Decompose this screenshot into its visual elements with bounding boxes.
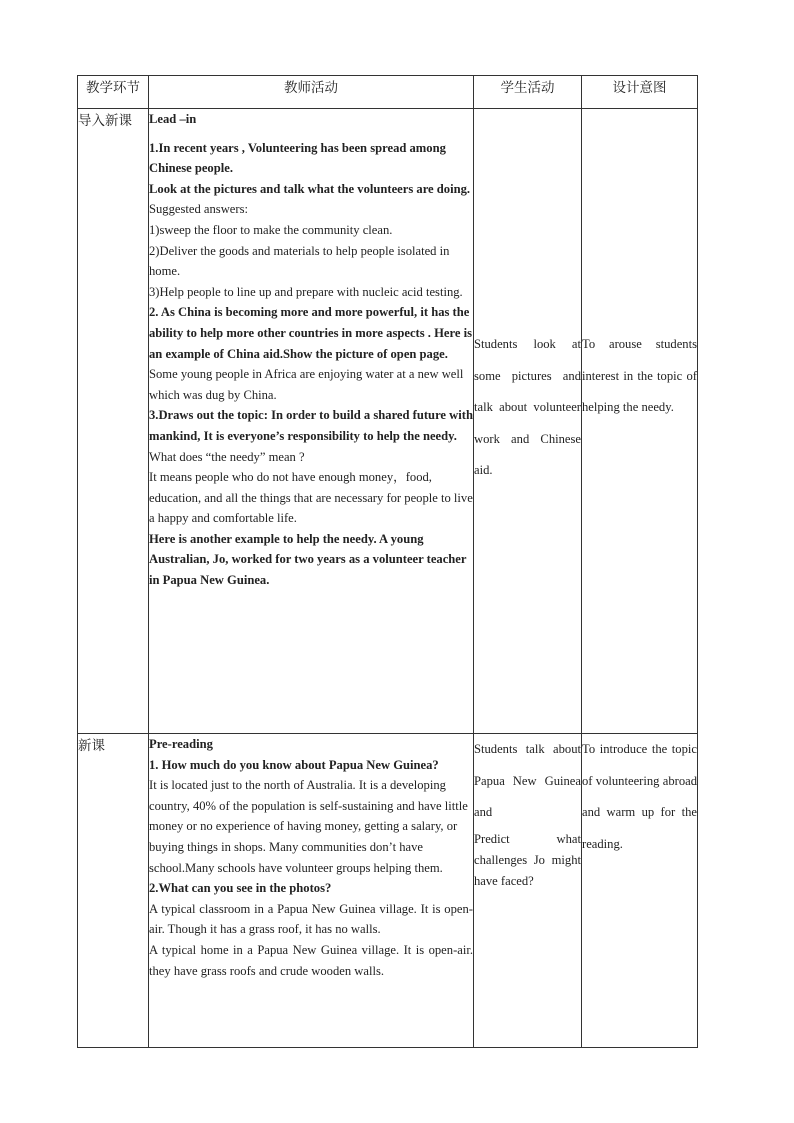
header-student-activity: 学生活动 <box>474 76 582 109</box>
header-row <box>78 76 698 109</box>
paragraph: 1. How much do you know about Papua New Guinea? <box>149 757 439 772</box>
header-stage: 教学环节 <box>78 76 149 109</box>
paragraph: Suggested answers: <box>149 202 248 217</box>
teacher-activity-cell <box>149 109 474 734</box>
paragraph: 1.In recent years , Volunteering has been spread among Chinese people. <box>149 140 446 176</box>
paragraph: 3)Help people to line up and prepare with nucleic acid testing. <box>149 284 463 299</box>
student-activity-cell <box>474 109 582 734</box>
student-activity-cell <box>474 734 582 1048</box>
paragraph: 3.Draws out the topic: In order to build a shared future with mankind, It is everyone’s responsibility to help the needy. <box>149 408 473 443</box>
paragraph: Some young people in Africa are enjoying water at a new well which was dug by China. <box>149 367 464 402</box>
header-design-intent: 设计意图 <box>582 76 698 109</box>
paragraph: It is located just to the north of Australia. It is a developing country, 40% of the population is self-sustaining and have little money or no experience of having money, getting a salary, or buying things in shops. Many communities don’t have school.Many schools have volunteer groups helping them. <box>149 778 468 875</box>
paragraph: Here is another example to help the needy. A young Australian, Jo, worked for two years as a volunteer teacher in Papua New Guinea. <box>149 531 467 588</box>
lesson-plan-table <box>77 75 698 1048</box>
stage-cell: 新课 <box>78 734 149 1048</box>
section-title: Pre-reading <box>149 737 213 751</box>
paragraph: 2.What can you see in the photos? <box>149 881 332 896</box>
paragraph: 1)sweep the floor to make the community clean. <box>149 222 393 237</box>
paragraph: What does “the needy” mean ? <box>149 449 305 464</box>
table-row <box>78 734 698 1048</box>
section-title: Lead –in <box>149 112 197 126</box>
design-intent-cell <box>582 109 698 734</box>
header-teacher-activity: 教师活动 <box>149 76 474 109</box>
paragraph: A typical classroom in a Papua New Guinea village. It is open-air. Though it has a grass roof, it has no walls. <box>149 901 473 937</box>
paragraph: A typical home in a Papua New Guinea village. It is open-air. they have grass roofs and crude wooden walls. <box>149 942 473 978</box>
design-intent-cell <box>582 734 698 1048</box>
paragraph: 2. As China is becoming more and more powerful, it has the ability to help more other countries in more aspects . Here is an example of China aid.Show the picture of open page. <box>149 305 472 361</box>
table-row <box>78 109 698 734</box>
student-activity-text: Predict what challenges Jo might have faced? <box>474 831 581 888</box>
design-intent-text: To introduce the topic of volunteering abroad and warm up for the reading. <box>582 742 697 851</box>
student-activity-text: Students look at some pictures and talk about volunteer work and Chinese aid. <box>474 337 581 477</box>
paragraph: 2)Deliver the goods and materials to help people isolated in home. <box>149 243 450 279</box>
stage-cell: 导入新课 <box>78 109 149 734</box>
paragraph: Look at the pictures and talk what the volunteers are doing. <box>149 181 471 196</box>
student-activity-text: Students talk about Papua New Guinea and <box>474 742 581 819</box>
teacher-activity-cell <box>149 734 474 1048</box>
paragraph: It means people who do not have enough money，food, education, and all the things that are necessary for people to live a happy and comfortable life. <box>149 470 473 526</box>
design-intent-text: To arouse students interest in the topic of helping the needy. <box>582 337 697 414</box>
